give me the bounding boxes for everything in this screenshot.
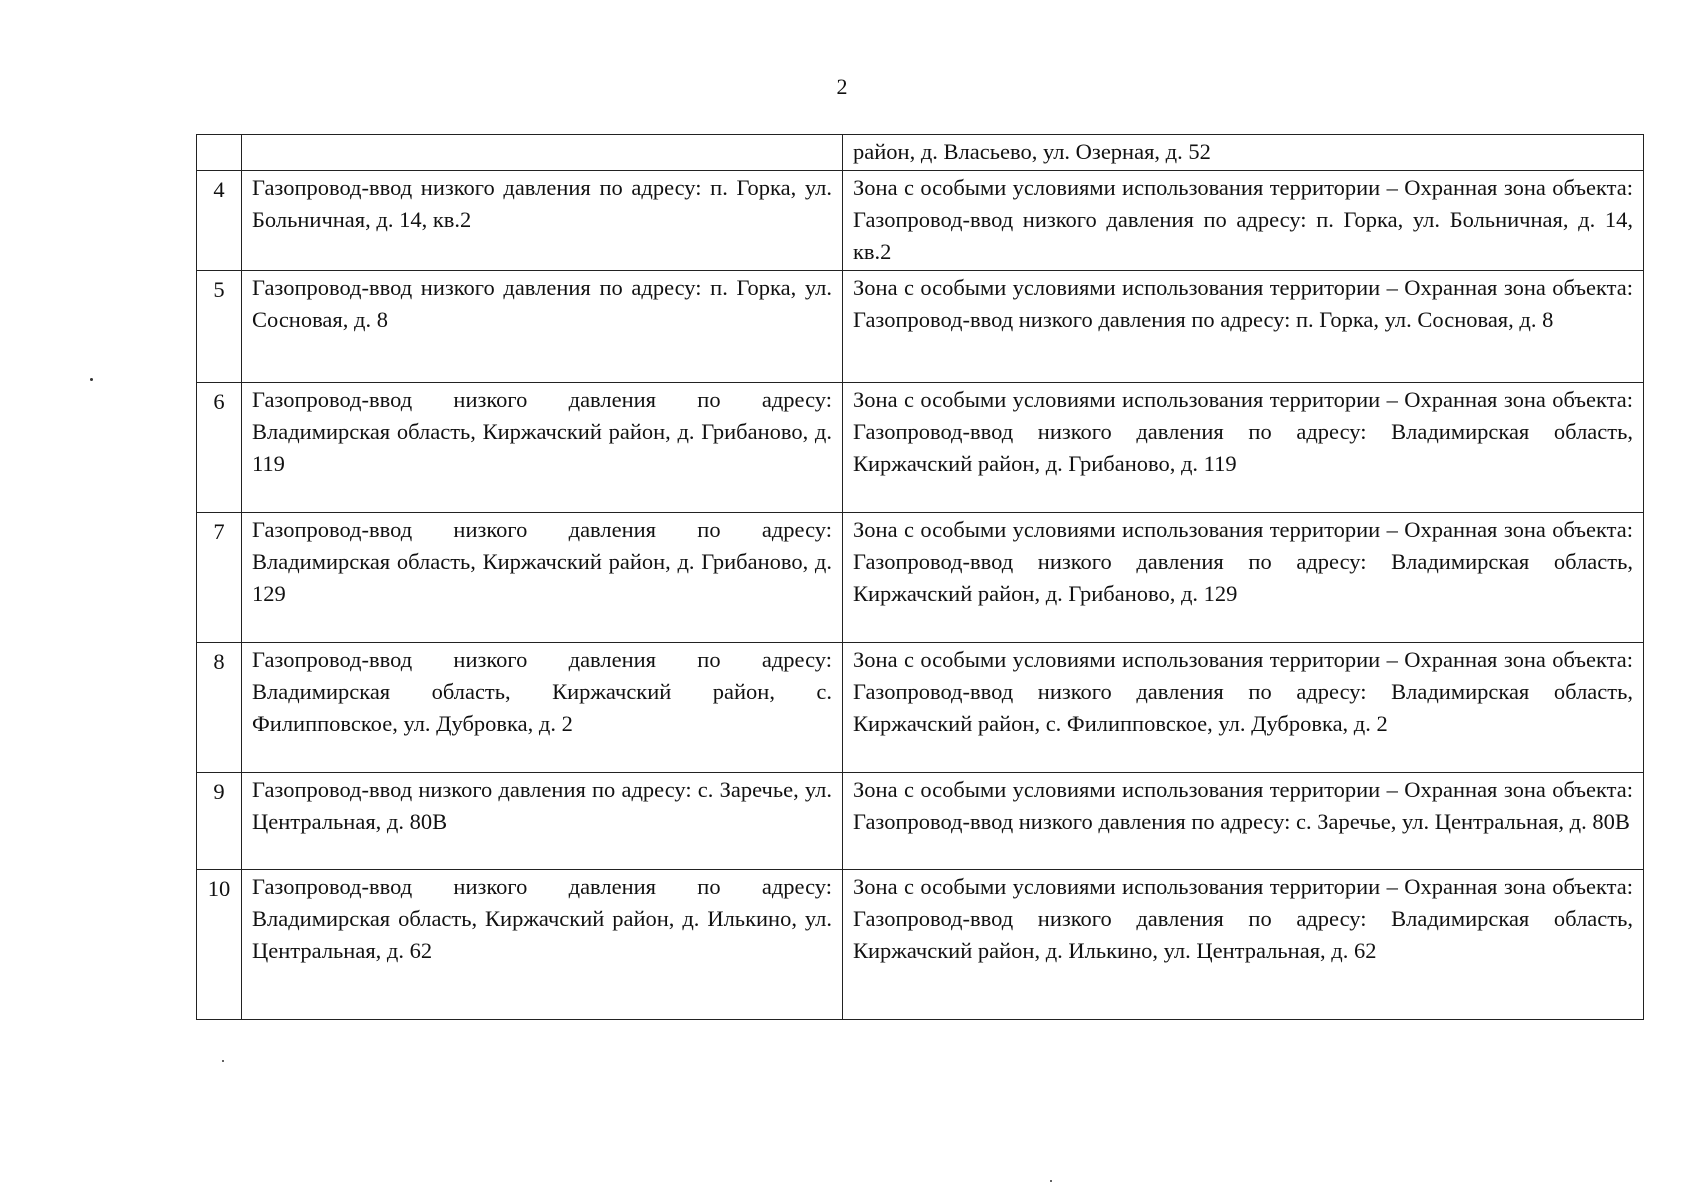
table-row: [197, 135, 1644, 171]
scan-speck: [222, 1060, 224, 1062]
row-number: 5: [197, 271, 242, 383]
object-cell: Газопровод-ввод низкого давления по адресу: Владимирская область, Киржачский район, д. Грибаново, д. 129: [242, 513, 843, 643]
zone-cell: Зона с особыми условиями использования территории – Охранная зона объекта: Газопровод-ввод низкого давления по адресу: Владимирская область, Киржачский район, д. Илькино, ул. Центральная, д. 62: [843, 870, 1644, 1020]
object-cell: Газопровод-ввод низкого давления по адресу: с. Заречье, ул. Центральная, д. 80В: [242, 773, 843, 870]
row-number: 10: [197, 870, 242, 1020]
scan-speck: [90, 378, 93, 381]
table-row: [197, 171, 1644, 271]
row-number: 8: [197, 643, 242, 773]
zone-cell: Зона с особыми условиями использования территории – Охранная зона объекта: Газопровод-ввод низкого давления по адресу: Владимирская область, Киржачский район, с. Филипповское, ул. Дубровка, д. 2: [843, 643, 1644, 773]
object-cell: [242, 135, 843, 171]
zone-cell: район, д. Власьево, ул. Озерная, д. 52: [843, 135, 1644, 171]
table-row: [197, 870, 1644, 1020]
zone-cell: Зона с особыми условиями использования территории – Охранная зона объекта: Газопровод-ввод низкого давления по адресу: с. Заречье, ул. Центральная, д. 80В: [843, 773, 1644, 870]
table-row: [197, 271, 1644, 383]
object-cell: Газопровод-ввод низкого давления по адресу: Владимирская область, Киржачский район, д. Грибаново, д. 119: [242, 383, 843, 513]
row-number: 7: [197, 513, 242, 643]
table-row: [197, 513, 1644, 643]
row-number: [197, 135, 242, 171]
zones-table: [196, 134, 1644, 1020]
zone-cell: Зона с особыми условиями использования территории – Охранная зона объекта: Газопровод-ввод низкого давления по адресу: Владимирская область, Киржачский район, д. Грибаново, д. 119: [843, 383, 1644, 513]
row-number: 9: [197, 773, 242, 870]
page-number: 2: [836, 74, 848, 99]
object-cell: Газопровод-ввод низкого давления по адресу: п. Горка, ул. Больничная, д. 14, кв.2: [242, 171, 843, 271]
object-cell: Газопровод-ввод низкого давления по адресу: Владимирская область, Киржачский район, д. Илькино, ул. Центральная, д. 62: [242, 870, 843, 1020]
table-row: [197, 383, 1644, 513]
zone-cell: Зона с особыми условиями использования территории – Охранная зона объекта: Газопровод-ввод низкого давления по адресу: Владимирская область, Киржачский район, д. Грибаново, д. 129: [843, 513, 1644, 643]
zone-cell: Зона с особыми условиями использования территории – Охранная зона объекта: Газопровод-ввод низкого давления по адресу: п. Горка, ул. Больничная, д. 14, кв.2: [843, 171, 1644, 271]
table-row: [197, 643, 1644, 773]
object-cell: Газопровод-ввод низкого давления по адресу: п. Горка, ул. Сосновая, д. 8: [242, 271, 843, 383]
zone-cell: Зона с особыми условиями использования территории – Охранная зона объекта: Газопровод-ввод низкого давления по адресу: п. Горка, ул. Сосновая, д. 8: [843, 271, 1644, 383]
zones-table-wrapper: [196, 134, 1644, 1020]
row-number: 6: [197, 383, 242, 513]
row-number: 4: [197, 171, 242, 271]
scan-speck: [1050, 1180, 1052, 1182]
table-row: [197, 773, 1644, 870]
object-cell: Газопровод-ввод низкого давления по адресу: Владимирская область, Киржачский район, с. Филипповское, ул. Дубровка, д. 2: [242, 643, 843, 773]
